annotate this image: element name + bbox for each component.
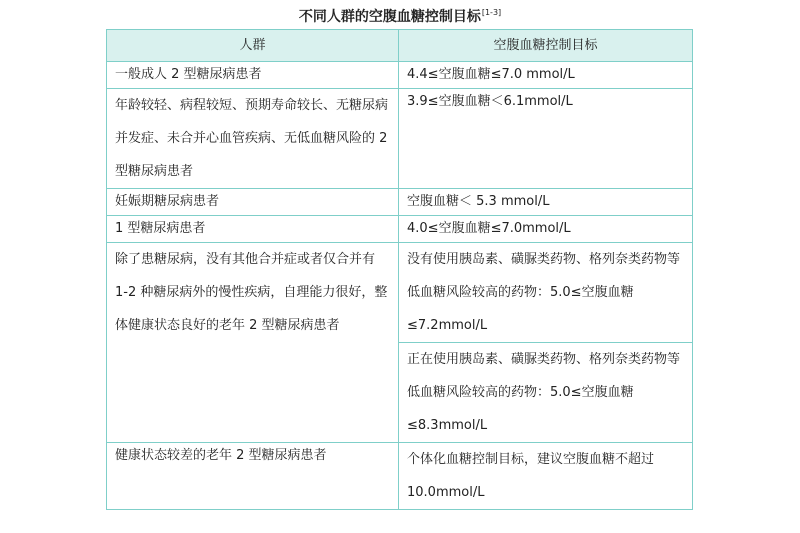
target-cell — [399, 343, 693, 443]
table-row — [107, 189, 693, 216]
population-cell — [107, 62, 399, 89]
population-cell — [107, 443, 399, 510]
table-row — [107, 243, 693, 343]
target-text: 4.0≤空腹血糖≤7.0mmol/L — [407, 221, 571, 236]
target-text: 3.9≤空腹血糖＜6.1mmol/L — [407, 94, 573, 109]
table-row — [107, 62, 693, 89]
target-cell — [399, 243, 693, 343]
target-cell — [399, 89, 693, 189]
population-text: 健康状态较差的老年 2 型糖尿病患者 — [115, 448, 327, 463]
target-cell — [399, 216, 693, 243]
target-cell — [399, 189, 693, 216]
population-text: 一般成人 2 型糖尿病患者 — [115, 67, 262, 82]
table-caption — [0, 4, 800, 26]
target-cell — [399, 443, 693, 510]
target-text: 个体化血糖控制目标，建议空腹血糖不超过10.0mmol/L — [407, 452, 655, 500]
caption-reference: [1-3] — [481, 8, 502, 17]
population-cell — [107, 89, 399, 189]
population-cell — [107, 243, 399, 443]
caption-title: 不同人群的空腹血糖控制目标 — [298, 9, 481, 25]
table-row — [107, 443, 693, 510]
population-cell — [107, 216, 399, 243]
population-text: 1 型糖尿病患者 — [115, 221, 206, 236]
glucose-target-table — [106, 29, 693, 510]
population-text: 除了患糖尿病，没有其他合并症或者仅合并有 1-2 种糖尿病外的慢性疾病，自理能力很好，整体健康状态良好的老年 2 型糖尿病患者 — [115, 252, 388, 333]
table-row — [107, 89, 693, 189]
population-text: 妊娠期糖尿病患者 — [115, 194, 220, 209]
target-text: 没有使用胰岛素、磺脲类药物、格列奈类药物等低血糖风险较高的药物：5.0≤空腹血糖≤7.2mmol/L — [407, 252, 681, 333]
column-header-population: 人群 — [107, 30, 399, 62]
column-header-target: 空腹血糖控制目标 — [399, 30, 693, 62]
target-text: 空腹血糖＜ 5.3 mmol/L — [407, 194, 550, 209]
table-header-row — [107, 30, 693, 62]
target-text: 4.4≤空腹血糖≤7.0 mmol/L — [407, 67, 575, 82]
population-cell — [107, 189, 399, 216]
target-cell — [399, 62, 693, 89]
table-row — [107, 216, 693, 243]
target-text: 正在使用胰岛素、磺脲类药物、格列奈类药物等低血糖风险较高的药物：5.0≤空腹血糖≤8.3mmol/L — [407, 352, 681, 433]
population-text: 年龄较轻、病程较短、预期寿命较长、无糖尿病并发症、未合并心血管疾病、无低血糖风险的 2 型糖尿病患者 — [115, 98, 389, 179]
